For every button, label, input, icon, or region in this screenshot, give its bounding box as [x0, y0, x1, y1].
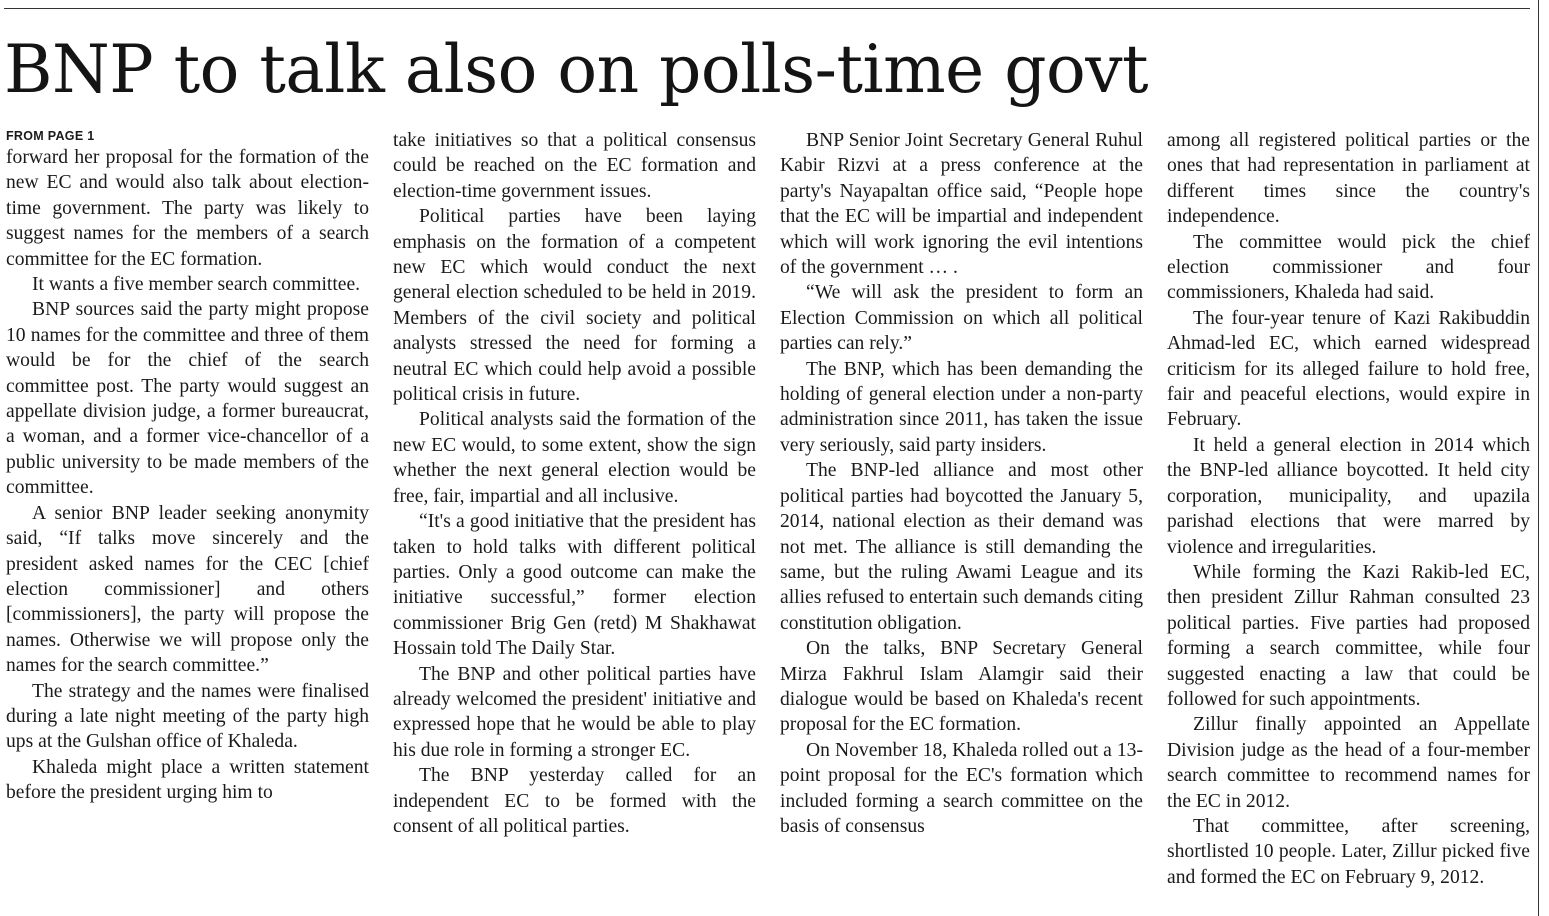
- paragraph: On the talks, BNP Secretary General Mirza Fakhrul Islam Alamgir said their dialogue would be based on Khaleda's recent proposal for the EC formation.: [780, 638, 1143, 736]
- paragraph: Khaleda might place a written statement before the president urging him to: [6, 756, 369, 804]
- paragraph: BNP sources said the party might propose 10 names for the committee and three of them would be for the chief of the search committee post. The party would suggest an appellate division judge, a former bureaucrat, a woman, and a former vice-chancellor of a public university to be made members of the committee.: [6, 299, 369, 499]
- paragraph: The committee would pick the chief election commissioner and four commissioners, Khaleda had said.: [1167, 231, 1530, 304]
- text-column-4: [1167, 128, 1530, 916]
- paragraph: It wants a five member search committee.: [32, 274, 361, 296]
- paragraph: The BNP-led alliance and most other political parties had boycotted the January 5, 2014, national election as their demand was not met. The alliance is still demanding the same, but the ruling Awami League and its allies refused to entertain such demands citing constitution obligation.: [780, 460, 1143, 634]
- top-rule: [4, 8, 1530, 9]
- headline: BNP to talk also on polls-time govt: [4, 31, 1149, 108]
- paragraph: On November 18, Khaleda rolled out a 13-point proposal for the EC's formation which included forming a search committee on the basis of consensus: [780, 739, 1143, 837]
- paragraph: The BNP, which has been demanding the holding of general election under a non-party administration since 2011, has taken the issue very seriously, said party insiders.: [780, 358, 1143, 456]
- paragraph: The strategy and the names were finalised during a late night meeting of the party high ups at the Gulshan office of Khaleda.: [6, 680, 369, 753]
- text-column-2: [393, 128, 756, 916]
- paragraph: forward her proposal for the formation of the new EC and would also talk about election-time government. The party was likely to suggest names for the members of a search committee for the EC formation.: [6, 147, 369, 270]
- paragraph: take initiatives so that a political consensus could be reached on the EC formation and election-time government issues.: [393, 130, 756, 202]
- paragraph: The BNP and other political parties have already welcomed the president' initiative and expressed hope that he would be able to play his due role in forming a stronger EC.: [393, 663, 756, 761]
- paragraph: While forming the Kazi Rakib-led EC, then president Zillur Rahman consulted 23 political parties. Five parties had proposed forming a search committee, while four suggested enacting a law that could be followed for such appointments.: [1167, 561, 1530, 710]
- paragraph: That committee, after screening, shortlisted 10 people. Later, Zillur picked five and formed the EC on February 9, 2012.: [1167, 815, 1530, 888]
- paragraph: The BNP yesterday called for an independent EC to be formed with the consent of all political parties.: [393, 765, 756, 837]
- paragraph: A senior BNP leader seeking anonymity said, “If talks move sincerely and the president asked names for the CEC [chief election commissioner] and others [commissioners], the party will propose the names. Otherwise we will propose only the names for the search committee.”: [6, 502, 369, 677]
- continuation-kicker: FROM PAGE 1: [6, 129, 95, 143]
- paragraph: It held a general election in 2014 which the BNP-led alliance boycotted. It held city corporation, municipality, and upazila parishad elections that were marred by violence and irregularities.: [1167, 434, 1530, 558]
- text-column-1: [6, 128, 369, 916]
- paragraph: “It's a good initiative that the president has taken to hold talks with different political parties. Only a good outcome can make the initiative successful,” former election commissioner Brig Gen (retd) M Shakhawat Hossain told The Daily Star.: [393, 511, 756, 660]
- paragraph: “We will ask the president to form an Election Commission on which all political parties can rely.”: [780, 282, 1143, 355]
- paragraph: among all registered political parties or the ones that had representation in parliament at different times since the country's independence.: [1167, 130, 1530, 228]
- paragraph: The four-year tenure of Kazi Rakibuddin Ahmad-led EC, which earned widespread criticism for its alleged failure to hold free, fair and peaceful elections, would expire in February.: [1167, 307, 1530, 431]
- paragraph: Political analysts said the formation of the new EC would, to some extent, show the sign whether the next general election would be free, fair, impartial and all inclusive.: [393, 409, 756, 507]
- paragraph: Political parties have been laying emphasis on the formation of a competent new EC which would conduct the next general election scheduled to be held in 2019. Members of the civil society and political analysts stressed the need for forming a neutral EC which could help avoid a possible political crisis in future.: [393, 206, 756, 406]
- article-body: [6, 128, 1530, 916]
- paragraph: Zillur finally appointed an Appellate Division judge as the head of a four-member search committee to recommend names for the EC in 2012.: [1167, 714, 1530, 812]
- paragraph: BNP Senior Joint Secretary General Ruhul Kabir Rizvi at a press conference at the party's Nayapaltan office said, “People hope that the EC will be impartial and independent which will work ignoring the evil intentions of the government … .: [780, 130, 1143, 279]
- column-rule: [1538, 0, 1539, 916]
- text-column-3: [780, 128, 1143, 916]
